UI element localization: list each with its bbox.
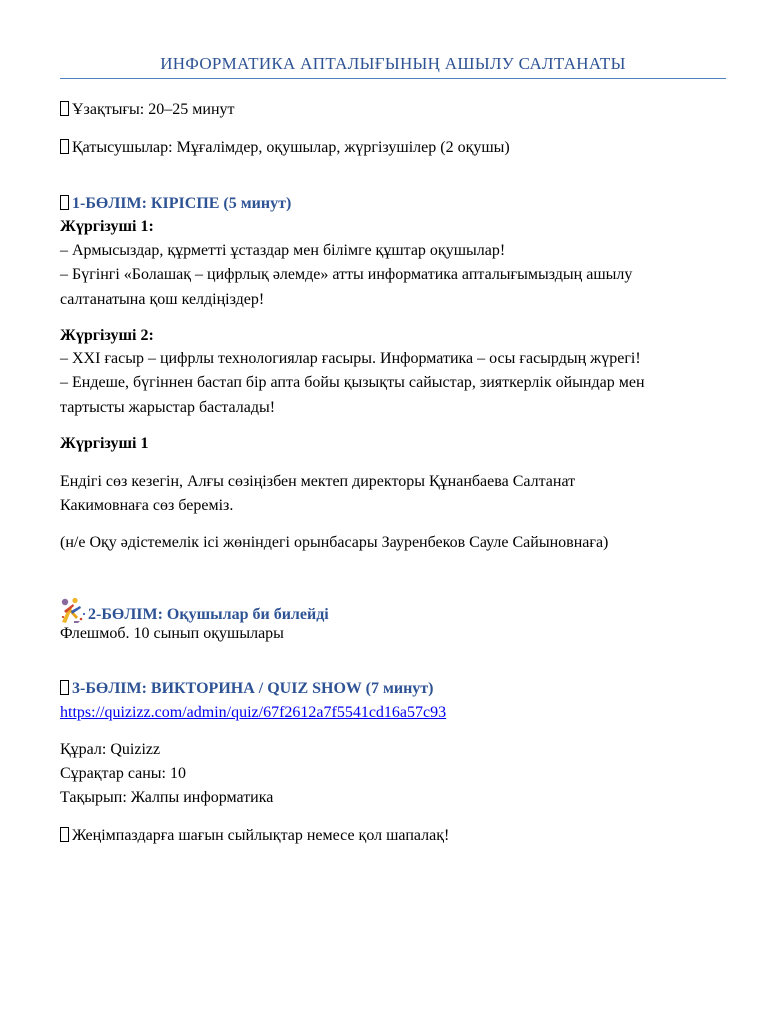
host2-label: Жүргізуші 2: — [60, 327, 154, 344]
topic-line: Тақырып: Жалпы информатика — [60, 789, 274, 806]
host1-line: – Бүгінгі «Болашақ – цифрлық әлемде» атты информатика апталығымыздың ашылу — [60, 266, 633, 283]
section1-heading-text: 1-БӨЛІМ: КІРІСПЕ (5 минут) — [72, 195, 292, 212]
participants-text: Қатысушылар: Мұғалімдер, оқушылар, жүргізушілер (2 оқушы) — [72, 139, 510, 156]
director-line: Ендігі сөз кезегін, Алғы сөзіңізбен мектеп директоры Құнанбаева Салтанат — [60, 473, 576, 490]
section3-heading — [60, 677, 433, 701]
prize-text: Жеңімпаздарға шағын сыйлықтар немесе қол шапалақ! — [72, 827, 450, 844]
host2-line: – XXI ғасыр – цифрлы технологиялар ғасыры. Информатика – осы ғасырдың жүрегі! — [60, 350, 641, 367]
document-title: ИНФОРМАТИКА АПТАЛЫҒЫНЫҢ АШЫЛУ САЛТАНАТЫ — [160, 54, 626, 73]
section2-heading-text: 2-БӨЛІМ: Оқушылар би билейді — [88, 606, 329, 623]
participants-line — [60, 136, 510, 160]
missing-glyph-icon — [60, 195, 69, 210]
section1-heading — [60, 192, 291, 216]
missing-glyph-icon — [60, 101, 69, 116]
director-line: Какимовнаға сөз береміз. — [60, 497, 234, 514]
host1-label: Жүргізуші 1: — [60, 218, 154, 235]
duration-line — [60, 98, 235, 122]
missing-glyph-icon — [60, 139, 69, 154]
quiz-link[interactable]: https://quizizz.com/admin/quiz/67f2612a7f5541cd16a57c93 — [60, 704, 447, 721]
section2-text: Флешмоб. 10 сынып оқушылары — [60, 625, 284, 642]
missing-glyph-icon — [60, 827, 69, 842]
host1-again-label: Жүргізуші 1 — [60, 435, 149, 452]
title-divider — [60, 78, 726, 79]
count-line: Сұрақтар саны: 10 — [60, 765, 186, 782]
host1-line: салтанатына қош келдіңіздер! — [60, 291, 265, 308]
host1-line: – Армысыздар, құрметті ұстаздар мен білімге құштар оқушылар! — [60, 242, 506, 259]
host2-line: – Ендеше, бүгіннен бастап бір апта бойы қызықты сайыстар, зияткерлік ойындар мен — [60, 374, 645, 391]
prize-line — [60, 824, 449, 848]
dancer-icon — [60, 597, 88, 625]
host2-line: тартысты жарыстар басталады! — [60, 399, 276, 416]
duration-text: Ұзақтығы: 20–25 минут — [72, 101, 235, 118]
section3-heading-text: 3-БӨЛІМ: ВИКТОРИНА / QUIZ SHOW (7 минут) — [72, 680, 434, 697]
alternate-line: (н/е Оқу әдістемелік ісі жөніндегі орынбасары Зауренбеков Сауле Сайыновнаға) — [60, 534, 609, 551]
quiz-link-line — [60, 701, 446, 725]
missing-glyph-icon — [60, 680, 69, 695]
tool-line: Құрал: Quizizz — [60, 741, 161, 758]
